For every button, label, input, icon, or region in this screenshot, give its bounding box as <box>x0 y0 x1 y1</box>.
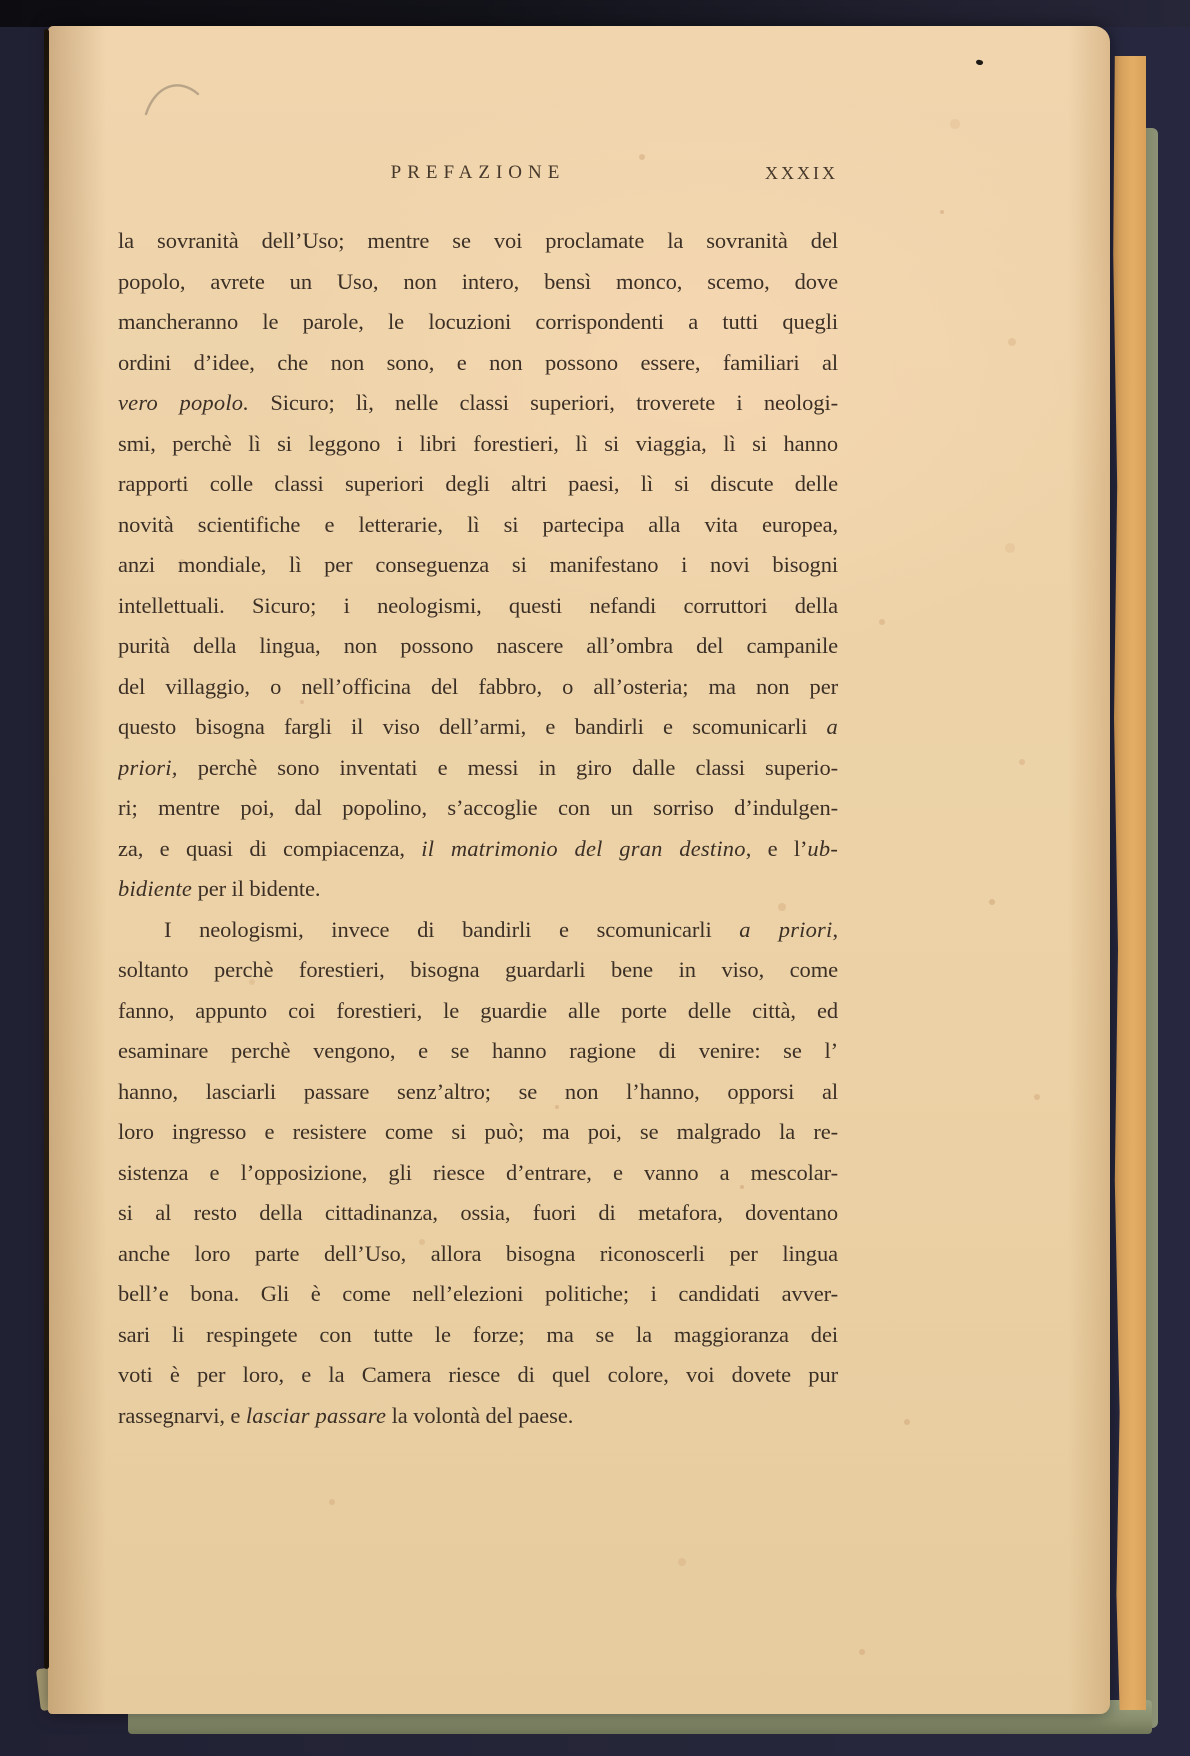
text-segment: fanno, appunto coi forestieri, le guardie alle porte delle città, ed <box>118 997 838 1023</box>
text-segment: del villaggio, o nell’officina del fabbro, o all’osteria; ma non per <box>118 673 838 699</box>
italic-text-segment: bidiente <box>118 876 193 901</box>
text-line <box>118 302 838 343</box>
text-line <box>118 464 838 505</box>
pencil-mark-stroke <box>142 74 214 126</box>
text-line <box>118 1234 838 1275</box>
text-line <box>118 1396 838 1437</box>
text-segment: hanno, lasciarli passare senz’altro; se non l’hanno, opporsi al <box>118 1078 838 1104</box>
text-line <box>118 424 838 465</box>
italic-text-segment: ub- <box>807 835 838 861</box>
facing-page-edge <box>0 31 47 1663</box>
text-segment: loro ingresso e resistere come si può; ma poi, se malgrado la re- <box>118 1119 838 1144</box>
text-segment: perchè sono inventati e messi in giro dalle classi superio- <box>177 754 838 780</box>
text-segment: novità scientifiche e letterarie, lì si partecipa alla vita europea, <box>118 511 838 537</box>
text-line <box>118 1193 838 1234</box>
italic-text-segment: lasciar passare <box>245 1402 387 1428</box>
italic-text-segment: a priori <box>739 916 833 942</box>
text-segment: bell’e bona. Gli è come nell’elezioni politiche; i candidati avver- <box>118 1281 838 1306</box>
text-segment: purità della lingua, non possono nascere all’ombra del campanile <box>118 633 838 658</box>
italic-text-segment: a <box>826 714 838 739</box>
text-segment: mancheranno le parole, le locuzioni corrispondenti a tutti quegli <box>118 309 838 334</box>
italic-text-segment: vero popolo. <box>118 390 250 415</box>
pencil-mark <box>142 74 214 131</box>
text-line <box>118 707 838 748</box>
text-segment: ordini d’idee, che non sono, e non possono essere, familiari al <box>118 349 838 375</box>
text-line <box>118 829 838 870</box>
paragraph <box>118 910 838 1437</box>
text-segment: esaminare perchè vengono, e se hanno ragione di venire: se l’ <box>118 1038 838 1063</box>
text-segment: si al resto della cittadinanza, ossia, fuori di metafora, doventano <box>118 1200 838 1225</box>
text-segment: popolo, avrete un Uso, non intero, bensì monco, scemo, dove <box>118 268 838 294</box>
text-line <box>118 991 838 1032</box>
page-header <box>118 162 838 190</box>
running-title: PREFAZIONE <box>390 162 566 183</box>
text-segment: soltanto perchè forestieri, bisogna guardarli bene in viso, come <box>118 957 838 982</box>
paragraph <box>118 221 838 910</box>
text-segment: questo bisogna fargli il viso dell’armi, e bandirli e scomunicarli <box>118 714 827 739</box>
text-line <box>118 343 838 384</box>
text-segment: anzi mondiale, lì per conseguenza si manifestano i novi bisogni <box>118 552 838 577</box>
text-segment: rapporti colle classi superiori degli altri paesi, lì si discute delle <box>118 471 838 496</box>
text-line <box>118 1274 838 1315</box>
text-line <box>118 505 838 546</box>
text-line <box>118 748 838 789</box>
ink-speck <box>975 59 983 66</box>
text-line <box>118 1153 838 1194</box>
text-segment: , e l’ <box>745 835 808 861</box>
text-line <box>118 626 838 667</box>
italic-text-segment: il matrimonio del gran destino <box>421 835 746 861</box>
page-edge-stack <box>1106 56 1146 1710</box>
text-line <box>118 1315 838 1356</box>
book-page <box>48 26 1110 1714</box>
text-line <box>118 545 838 586</box>
text-segment: I neologismi, invece di bandirli e scomunicarli <box>164 916 740 942</box>
text-line <box>118 950 838 991</box>
text-line <box>118 1072 838 1113</box>
text-line <box>118 383 838 424</box>
text-line <box>118 586 838 627</box>
text-segment: Sicuro; lì, nelle classi superiori, troverete i neologi- <box>249 390 838 415</box>
text-segment: za, e quasi di compiacenza, <box>118 835 422 861</box>
italic-text-segment: priori, <box>118 754 178 780</box>
text-segment: rassegnarvi, e <box>118 1402 246 1428</box>
text-line <box>118 667 838 708</box>
text-line <box>118 1355 838 1396</box>
text-segment: sari li respingete con tutte le forze; ma se la maggioranza dei <box>118 1321 838 1347</box>
text-line <box>118 1031 838 1072</box>
text-segment: la volontà del paese. <box>386 1402 574 1428</box>
text-segment: , <box>832 916 838 942</box>
text-segment: per il bidente. <box>192 876 321 901</box>
text-segment: ri; mentre poi, dal popolino, s’accoglie con un sorriso d’indulgen- <box>118 795 838 820</box>
text-line <box>118 1112 838 1153</box>
text-segment: la sovranità dell’Uso; mentre se voi proclamate la sovranità del <box>118 228 838 253</box>
text-line <box>118 910 838 951</box>
text-segment: smi, perchè lì si leggono i libri forestieri, lì si viaggia, lì si hanno <box>118 430 838 456</box>
book-gutter <box>44 29 49 1669</box>
text-block <box>118 221 838 1436</box>
text-segment: anche loro parte dell’Uso, allora bisogna riconoscerli per lingua <box>118 1240 838 1266</box>
text-segment: intellettuali. Sicuro; i neologismi, questi nefandi corruttori della <box>118 592 838 618</box>
text-line <box>118 788 838 829</box>
text-line <box>118 262 838 303</box>
text-segment: sistenza e l’opposizione, gli riesce d’entrare, e vanno a mescolar- <box>118 1159 838 1185</box>
text-segment: voti è per loro, e la Camera riesce di quel colore, voi dovete pur <box>118 1362 838 1387</box>
scan-backdrop-top <box>0 0 1190 27</box>
text-line <box>118 869 838 910</box>
page-number: XXXIX <box>765 163 838 183</box>
text-line <box>118 221 838 262</box>
